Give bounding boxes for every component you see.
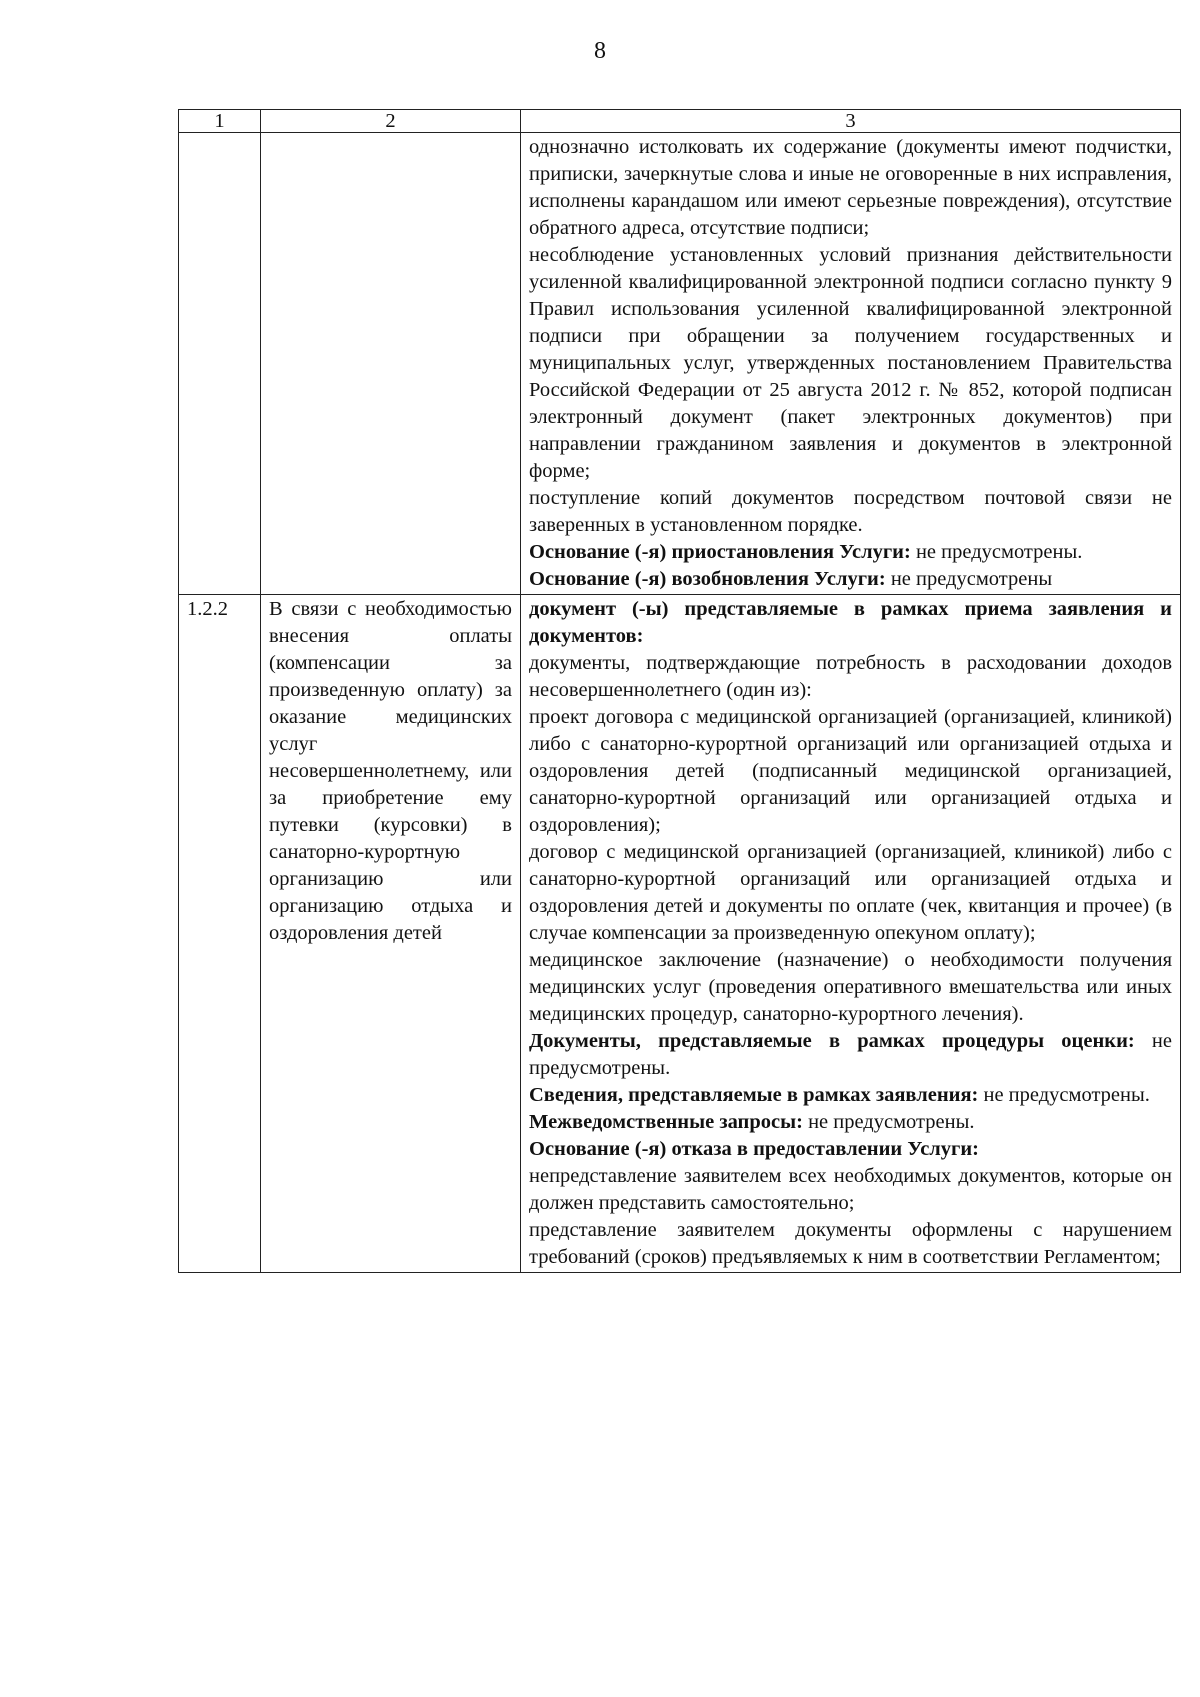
content-paragraph: проект договора с медицинской организацией (организацией, клиникой) либо с санаторно-курортной организаций или организацией отдыха и оздоровления детей (подписанный медицинской организацией, санаторно-курортной организаций или организацией отдыха и оздоровления); <box>529 706 1172 836</box>
header-col-2: 2 <box>261 110 521 133</box>
content-paragraph: несоблюдение установленных условий признания действительности усиленной квалифицированной электронной подписи согласно пункту 9 Правил использования усиленной квалифицированной электронной подписи при обращении за получением государственных и муниципальных услуг, утвержденных постановлением Правительства Российской Федерации от 25 августа 2012 г. № 852, которой подписан электронный документ (пакет электронных документов) при направлении гражданином заявления и документов в электронной форме; <box>529 244 1172 482</box>
content-paragraph: Основание (-я) отказа в предоставлении Услуги: <box>529 1138 979 1160</box>
content-paragraph: медицинское заключение (назначение) о необходимости получения медицинских услуг (проведения оперативного вмешательства или иных медицинских процедур, санаторно-курортного лечения). <box>529 949 1172 1025</box>
row-title-cell <box>261 595 521 1273</box>
content-paragraph: непредставление заявителем всех необходимых документов, которые он должен представить самостоятельно; <box>529 1165 1172 1214</box>
content-paragraph: документ (-ы) представляемые в рамках приема заявления и документов: <box>529 598 1172 647</box>
row-title-cell <box>261 133 521 595</box>
content-paragraph: поступление копий документов посредством почтовой связи не заверенных в установленном порядке. <box>529 487 1172 536</box>
row-title: В связи с необходимостью внесения оплаты (компенсации за произведенную оплату) за оказание медицинских услуг несовершеннолетнему, или за приобретение ему путевки (курсовки) в санаторно-курортную организацию или организацию отдыха и оздоровления детей <box>269 598 512 944</box>
content-paragraph: однозначно истолковать их содержание (документы имеют подчистки, приписки, зачеркнутые слова и иные не оговоренные в них исправления, исполнены карандашом или имеют серьезные повреждения), отсутствие обратного адреса, отсутствие подписи; <box>529 136 1172 239</box>
content-paragraph: Сведения, представляемые в рамках заявления: не предусмотрены. <box>529 1084 1150 1106</box>
header-col-3: 3 <box>521 110 1181 133</box>
table-row <box>179 133 1181 595</box>
page-number: 8 <box>594 38 606 64</box>
content-paragraph: Документы, представляемые в рамках процедуры оценки: не предусмотрены. <box>529 1030 1172 1079</box>
regulation-table <box>178 109 1181 1273</box>
content-paragraph: Основание (-я) возобновления Услуги: не предусмотрены <box>529 568 1053 590</box>
table-row <box>179 595 1181 1273</box>
content-paragraph: договор с медицинской организацией (организацией, клиникой) либо с санаторно-курортной организаций или организацией отдыха и оздоровления детей и документы по оплате (чек, квитанция и прочее) (в случае компенсации за произведенную опекуном оплату); <box>529 841 1172 944</box>
content-paragraph: документы, подтверждающие потребность в расходовании доходов несовершеннолетнего (один из): <box>529 652 1172 701</box>
row-content-cell <box>521 133 1181 595</box>
table-header-row <box>179 110 1181 133</box>
row-content-cell <box>521 595 1181 1273</box>
row-number-cell: 1.2.2 <box>179 595 261 1273</box>
header-col-1: 1 <box>179 110 261 133</box>
row-number-cell <box>179 133 261 595</box>
content-paragraph: Межведомственные запросы: не предусмотрены. <box>529 1111 975 1133</box>
content-paragraph: Основание (-я) приостановления Услуги: не предусмотрены. <box>529 541 1083 563</box>
content-paragraph: представление заявителем документы оформлены с нарушением требований (сроков) предъявляемых к ним в соответствии Регламентом; <box>529 1219 1172 1268</box>
